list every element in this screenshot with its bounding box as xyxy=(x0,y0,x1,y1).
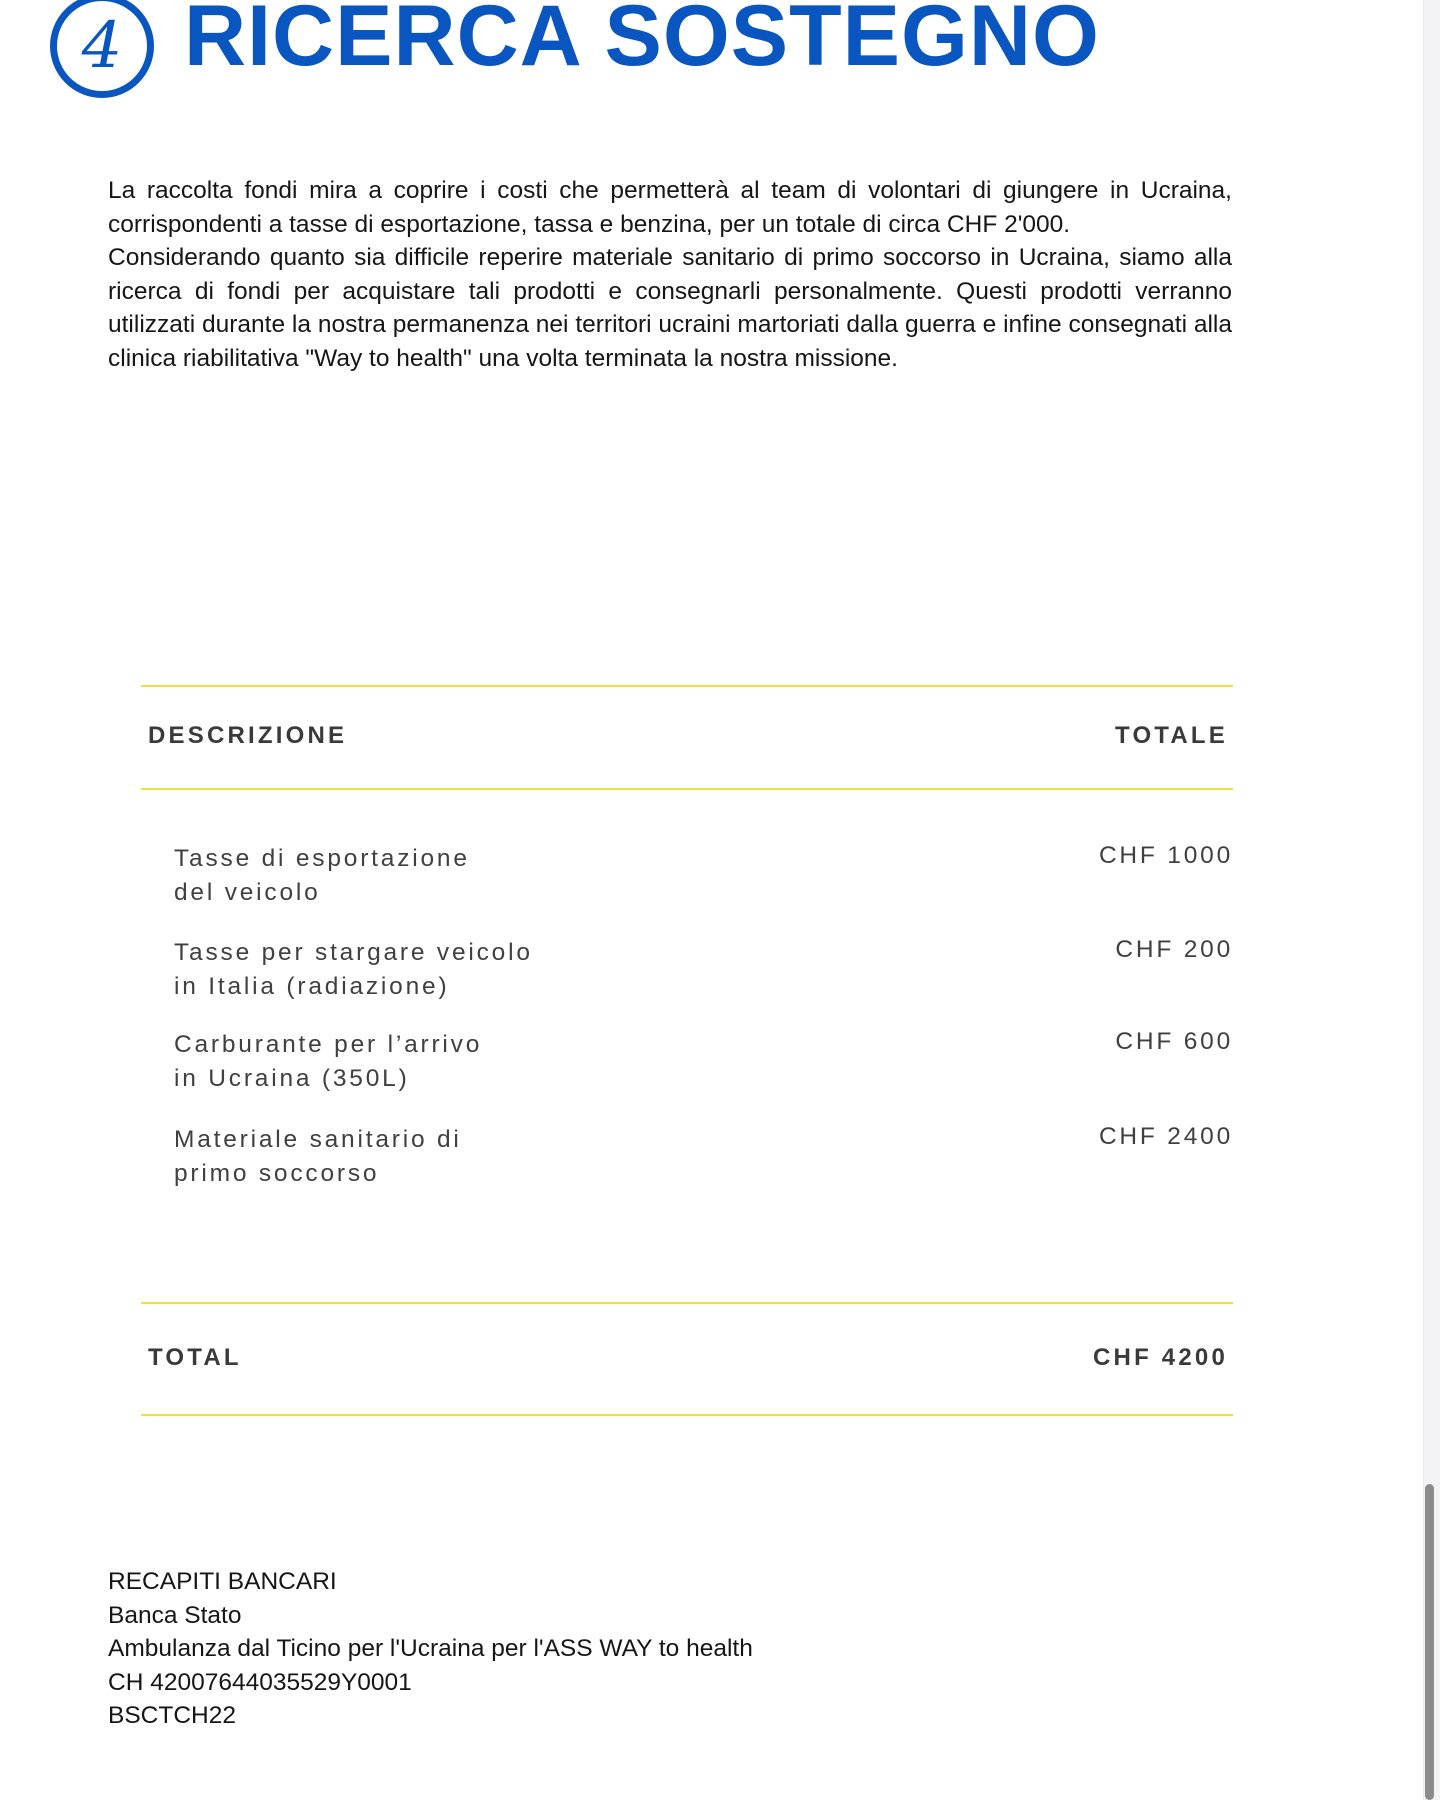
row-amount: CHF 2400 xyxy=(1098,1123,1233,1150)
row-description xyxy=(174,842,634,909)
row-description-line-2: del veicolo xyxy=(174,878,321,906)
row-amount: CHF 1000 xyxy=(1098,842,1233,869)
intro-text xyxy=(108,174,1232,376)
intro-paragraph-2: Considerando quanto sia difficile reperire materiale sanitario di primo soccorso in Ucraina, siamo alla ricerca di fondi per acquistare tali prodotti e consegnarli personalmente. Questi prodotti verranno utilizzati durante la nostra permanenza nei territori ucraini martoriati dalla guerra e infine consegnati alla clinica riabilitativa "Way to health" una volta terminata la nostra missione. xyxy=(108,244,1232,372)
row-description xyxy=(174,1028,634,1095)
column-header-description: DESCRIZIONE xyxy=(148,722,348,749)
row-amount: CHF 200 xyxy=(1115,936,1233,963)
row-description-line-2: in Ucraina (350L) xyxy=(174,1064,410,1092)
row-description-line-1: Materiale sanitario di xyxy=(174,1126,462,1153)
row-description-line-1: Tasse di esportazione xyxy=(174,845,470,872)
page-title: RICERCA SOSTEGNO xyxy=(184,0,1100,84)
row-description-line-1: Tasse per stargare veicolo xyxy=(174,939,533,966)
table-bottom-rule xyxy=(141,1414,1233,1416)
column-header-total: TOTALE xyxy=(1115,722,1228,749)
step-number: 4 xyxy=(81,9,123,83)
intro-paragraph-1: La raccolta fondi mira a coprire i costi che permetterà al team di volontari di giungere in Ucraina, corrispondenti a tasse di esportazione, tassa e benzina, per un totale di circa CHF 2'000. xyxy=(108,177,1232,238)
bank-name: Banca Stato xyxy=(108,1601,242,1629)
row-amount: CHF 600 xyxy=(1115,1028,1233,1055)
bank-details-heading: RECAPITI BANCARI xyxy=(108,1568,337,1595)
row-description xyxy=(174,936,634,1003)
row-description-line-1: Carburante per l’arrivo xyxy=(174,1031,483,1058)
row-description-line-2: in Italia (radiazione) xyxy=(174,972,450,1000)
scrollbar-thumb[interactable] xyxy=(1425,1484,1434,1800)
section-header xyxy=(50,0,1100,98)
iban: CH 42007644035529Y0001 xyxy=(108,1668,412,1696)
row-description xyxy=(174,1123,634,1190)
table-top-rule xyxy=(141,685,1233,687)
account-holder: Ambulanza dal Ticino per l'Ucraina per l'ASS WAY to health xyxy=(108,1635,753,1663)
total-label: TOTAL xyxy=(148,1344,242,1371)
bank-details xyxy=(108,1565,753,1733)
table-header-rule xyxy=(141,788,1233,790)
table-total-top-rule xyxy=(141,1302,1233,1304)
scrollbar-track[interactable] xyxy=(1423,0,1440,1800)
bic: BSCTCH22 xyxy=(108,1702,236,1730)
step-number-badge xyxy=(50,0,154,98)
row-description-line-2: primo soccorso xyxy=(174,1159,380,1187)
total-amount: CHF 4200 xyxy=(1093,1344,1228,1371)
